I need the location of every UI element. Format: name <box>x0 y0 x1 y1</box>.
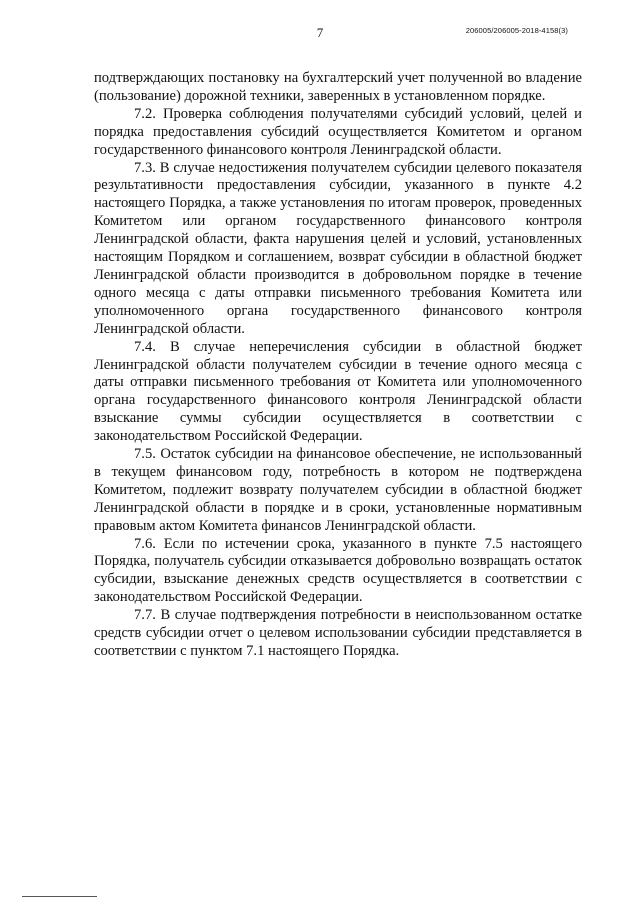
paragraph-7-5: 7.5. Остаток субсидии на финансовое обеспечение, не использованный в текущем финансовом году, потребность в котором не подтверждена Комитетом, подлежит возврату получателем субсидии в областной бюджет Ленинградской области в порядке и в сроки, установленные нормативным правовым актом Комитета финансов Ленинградской области. <box>94 446 582 534</box>
document-body <box>94 70 582 661</box>
paragraph-continuation: подтверждающих постановку на бухгалтерский учет полученной во владение (пользование) дорожной техники, заверенных в установленном порядке. <box>94 70 582 104</box>
paragraph-7-4: 7.4. В случае неперечисления субсидии в областной бюджет Ленинградской области получателем субсидии в течение одного месяца с даты отправки письменного требования от Комитета или уполномоченного органа государственного финансового контроля Ленинградской области взыскание суммы субсидии осуществляется в соответствии с законодательством Российской Федерации. <box>94 338 582 445</box>
footer-scan-line <box>22 896 97 897</box>
document-code: 206005/206005-2018-4158(3) <box>465 26 568 35</box>
paragraph-7-6: 7.6. Если по истечении срока, указанного в пункте 7.5 настоящего Порядка, получатель субсидии отказывается добровольно возвращать остаток субсидии, взыскание денежных средств осуществляется в соответствии с законодательством Российской Федерации. <box>94 535 582 606</box>
paragraph-7-3: 7.3. В случае недостижения получателем субсидии целевого показателя результативности предоставления субсидии, указанного в пункте 4.2 настоящего Порядка, а также установления по итогам проверок, проведенных Комитетом или органом государственного финансового контроля Ленинградской области, факта нарушения целей и условий, установленных настоящим Порядком и соглашением, возврат субсидии в областной бюджет Ленинградской области производится в добровольном порядке в течение одного месяца с даты отправки письменного требования Комитета или уполномоченного органа государственного финансового контроля Ленинградской области. <box>94 159 582 337</box>
paragraph-7-7: 7.7. В случае подтверждения потребности в неиспользованном остатке средств субсидии отчет о целевом использовании субсидии представляется в соответствии с пунктом 7.1 настоящего Порядка. <box>94 607 582 659</box>
paragraph-7-2: 7.2. Проверка соблюдения получателями субсидий условий, целей и порядка предоставления субсидий осуществляется Комитетом и органом государственного финансового контроля Ленинградской области. <box>94 105 582 158</box>
page-number: 7 <box>316 25 324 40</box>
